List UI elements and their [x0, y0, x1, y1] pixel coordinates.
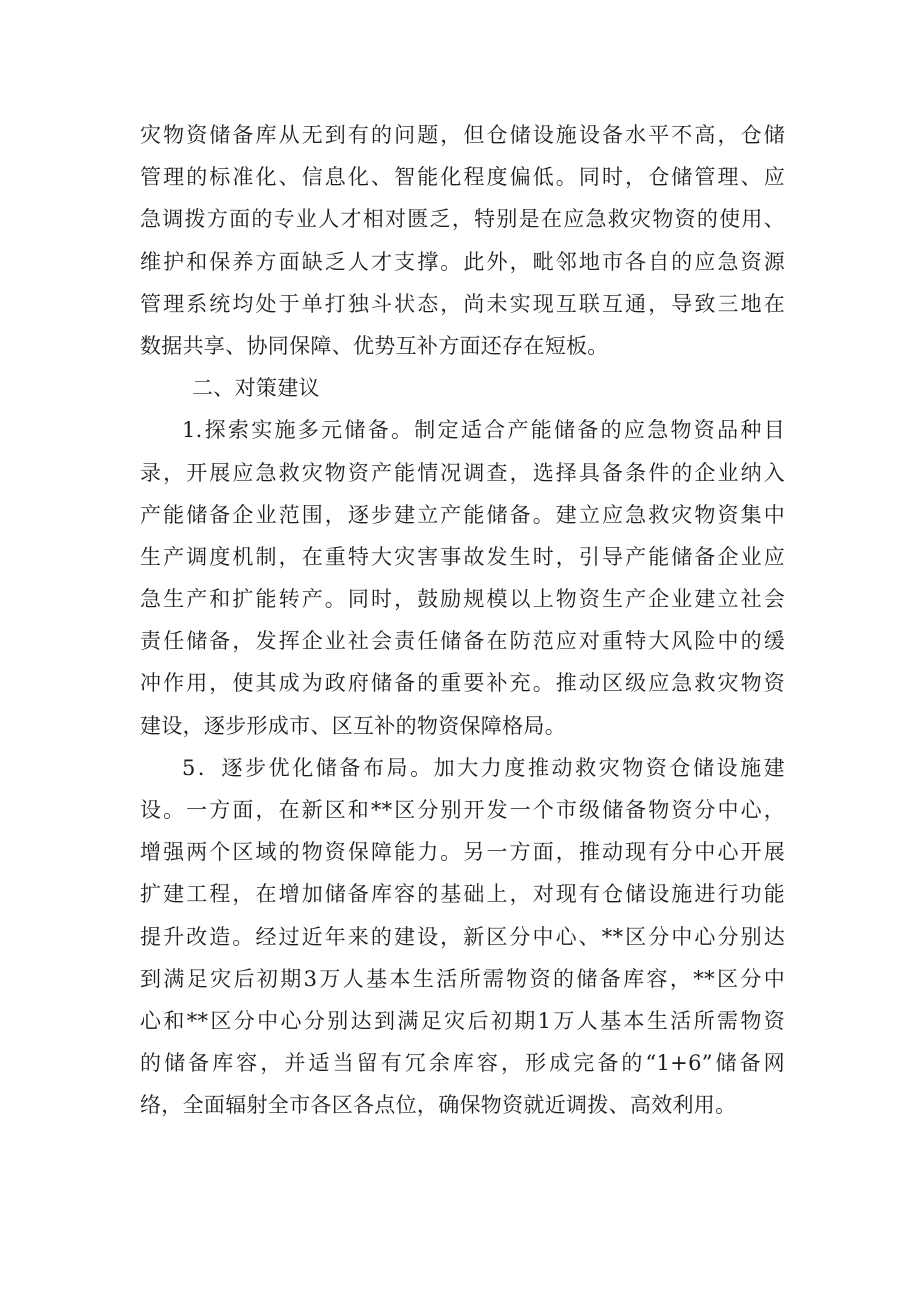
paragraph-2	[140, 409, 785, 747]
text-line: 灾物资储备库从无到有的问题，但仓储设施设备水平不高，仓储	[140, 123, 785, 147]
text-line: 管理系统均处于单打独斗状态，尚未实现互联互通，导致三地在	[140, 291, 785, 316]
text-line: 心和**区分中心分别达到满足灾后初期1万人基本生活所需物资	[140, 1008, 785, 1033]
paragraph-3	[140, 747, 785, 1127]
text-line: 设。一方面，在新区和**区分别开发一个市级储备物资分中心，	[140, 798, 785, 822]
text-line: 管理的标准化、信息化、智能化程度偏低。同时，仓储管理、应	[140, 165, 785, 190]
text-line: 到满足灾后初期3万人基本生活所需物资的储备库容，**区分中	[140, 966, 785, 991]
text-line: 冲作用，使其成为政府储备的重要补充。推动区级应急救灾物资	[140, 671, 785, 696]
text-line: 急调拨方面的专业人才相对匮乏，特别是在应急救灾物资的使用、	[140, 207, 785, 232]
text-line: 建设，逐步形成市、区互补的物资保障格局。	[140, 713, 566, 738]
text-line: 提升改造。经过近年来的建设，新区分中心、**区分中心分别达	[140, 924, 785, 949]
text-line: 络，全面辐射全市各区各点位，确保物资就近调拨、高效利用。	[140, 1093, 737, 1118]
text-line: 5．逐步优化储备布局。加大力度推动救灾物资仓储设施建	[182, 755, 785, 780]
paragraph-1	[140, 114, 785, 367]
text-line: 1.探索实施多元储备。制定适合产能储备的应急物资品种目	[182, 418, 785, 443]
text-line: 扩建工程，在增加储备库容的基础上，对现有仓储设施进行功能	[140, 882, 785, 907]
document-body	[140, 114, 785, 1127]
text-line: 生产调度机制，在重特大灾害事故发生时，引导产能储备企业应	[140, 544, 785, 569]
text-line: 增强两个区域的物资保障能力。另一方面，推动现有分中心开展	[140, 840, 785, 865]
section-heading: 二、对策建议	[192, 376, 320, 401]
text-line: 责任储备，发挥企业社会责任储备在防范应对重特大风险中的缓	[140, 629, 785, 654]
text-line: 录，开展应急救灾物资产能情况调查，选择具备条件的企业纳入	[140, 460, 785, 485]
text-line: 数据共享、协同保障、优势互补方面还存在短板。	[140, 333, 609, 358]
text-line: 的储备库容，并适当留有冗余库容，形成完备的“1+6”储备网	[140, 1051, 785, 1076]
text-line: 产能储备企业范围，逐步建立产能储备。建立应急救灾物资集中	[140, 502, 785, 527]
text-line: 维护和保养方面缺乏人才支撑。此外，毗邻地市各自的应急资源	[140, 249, 785, 274]
text-line: 急生产和扩能转产。同时，鼓励规模以上物资生产企业建立社会	[140, 587, 785, 612]
